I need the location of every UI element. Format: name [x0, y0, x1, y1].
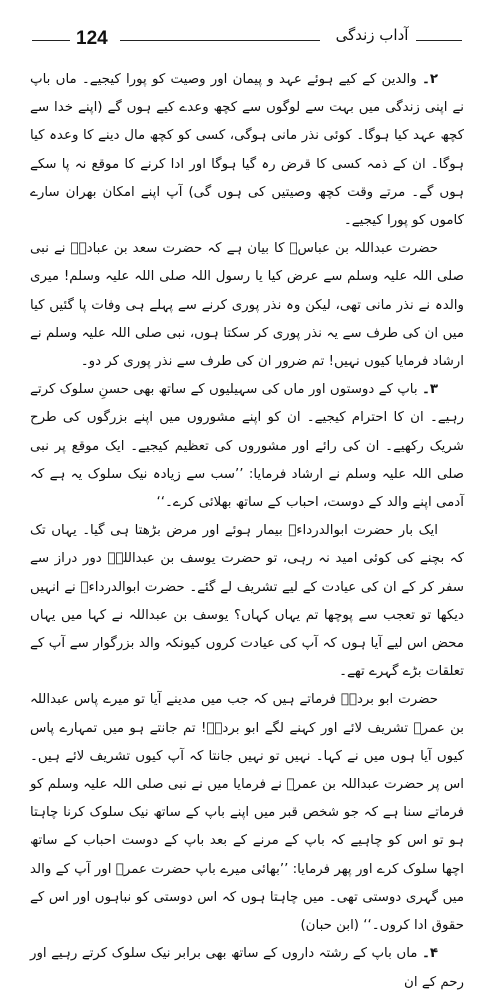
paragraph-text: والدین کے کیے ہوئے عہد و پیمان اور وصیت کو پورا کیجیے۔ ماں باپ نے اپنی زندگی میں بہت سے لوگوں سے کچھ وعدے کیے ہوں گے (اپنے خدا سے کچھ عہد کیا ہوگا۔ کوئی نذر مانی ہوگی، کسی کو کچھ مال دینے کا وعدہ کیا ہوگا۔ ان کے ذمہ کسی کا قرض رہ گیا ہوگا اور ادا کرنے کا موقع نہ پا سکے ہوں گے۔ مرتے وقت کچھ وصیتیں کی ہوں گی) آپ اپنے امکان بھران سارے کاموں کو پورا کیجیے۔ [30, 72, 464, 229]
running-title: آداب زندگی [335, 26, 409, 44]
paragraph-number: ۴۔ [421, 946, 438, 962]
paragraph-text: ماں باپ کے رشتہ داروں کے ساتھ بھی برابر نیک سلوک کرتے رہیے اور رحم کے ان [30, 946, 464, 990]
paragraph-text: حضرت ابو بردہؓ فرماتے ہیں کہ جب میں مدینے آیا تو میرے پاس عبداللہ بن عمرؓ تشریف لائے اور کہنے لگے ابو بردہؓ! تم جانتے ہو میں تمہارے پاس کیوں آیا ہوں میں نے کہا۔ نہیں تو نہیں جانتا کہ آپ کیوں تشریف لائے ہیں۔ اس پر حضرت عبداللہ بن عمرؓ نے فرمایا میں نے نبی صلی اللہ علیہ وسلم کو فرماتے سنا ہے کہ جو شخص قبر میں اپنے باپ کے ساتھ نیک سلوک کرنا چاہتا ہو تو اس کو چاہیے کہ باپ کے مرنے کے بعد باپ کے دوست احباب کے ساتھ اچھا سلوک کرے اور پھر فرمایا: ’’بھائی میرے باپ حضرت عمرؓ اور آپ کے والد میں گہری دوستی تھی۔ میں چاہتا ہوں کہ اس دوستی کو نباہوں اور اس کے حقوق ادا کروں۔‘‘ (ابن حبان) [30, 692, 464, 934]
header-rule-left [32, 40, 70, 41]
header-rule-middle [120, 40, 320, 41]
paragraph-hadith-saad [30, 235, 464, 376]
paragraph-4 [30, 940, 464, 996]
header-rule-right [416, 40, 462, 41]
paragraph-abu-burda [30, 686, 464, 940]
page-header [30, 26, 464, 56]
paragraph-number: ۳۔ [421, 382, 438, 398]
paragraph-number: ۲۔ [421, 72, 438, 87]
paragraph-text: ایک بار حضرت ابوالدرداءؓ بیمار ہوئے اور مرض بڑھتا ہی گیا۔ یہاں تک کہ بچنے کی کوئی امید نہ رہی، تو حضرت یوسف بن عبداللہؓ دور دراز سے سفر کر کے ان کی عیادت کے لیے تشریف لے گئے۔ حضرت ابوالدرداءؓ نے انہیں دیکھا تو تعجب سے پوچھا تم یہاں کہاں؟ یوسف بن عبداللہ نے کہا میں یہاں محض اس لیے آیا ہوں کہ آپ کی عیادت کروں کیونکہ والد بزرگوار سے آپ کے تعلقات بڑے گہرے تھے۔ [30, 523, 464, 680]
page-body [30, 66, 464, 997]
paragraph-text: حضرت عبداللہ بن عباسؓ کا بیان ہے کہ حضرت سعد بن عبادہؓ نے نبی صلی اللہ علیہ وسلم سے عرض کیا یا رسول اللہ صلی اللہ علیہ وسلم! میری والدہ نے نذر مانی تھی، لیکن وہ نذر پوری کرنے سے پہلے ہی وفات پا گئیں کیا میں ان کی طرف سے یہ نذر پوری کر سکتا ہوں، نبی صلی اللہ علیہ وسلم نے ارشاد فرمایا کیوں نہیں! تم ضرور ان کی طرف سے نذر پوری کر دو۔ [30, 241, 464, 370]
paragraph-abu-darda [30, 517, 464, 686]
paragraph-text: باپ کے دوستوں اور ماں کی سہیلیوں کے ساتھ بھی حسنِ سلوک کرتے رہیے۔ ان کا احترام کیجیے۔ ان کو اپنے مشوروں میں اپنے بزرگوں کی طرح شریک رکھیے۔ ان کی رائے اور مشوروں کی تعظیم کیجیے۔ ایک موقع پر نبی صلی اللہ علیہ وسلم نے ارشاد فرمایا: ’’سب سے زیادہ نیک سلوک یہ ہے کہ آدمی اپنے والد کے دوست، احباب کے ساتھ بھلائی کرے۔‘‘ [30, 382, 464, 511]
paragraph-3 [30, 376, 464, 517]
paragraph-2 [30, 66, 464, 235]
page-number: 124 [76, 28, 108, 49]
